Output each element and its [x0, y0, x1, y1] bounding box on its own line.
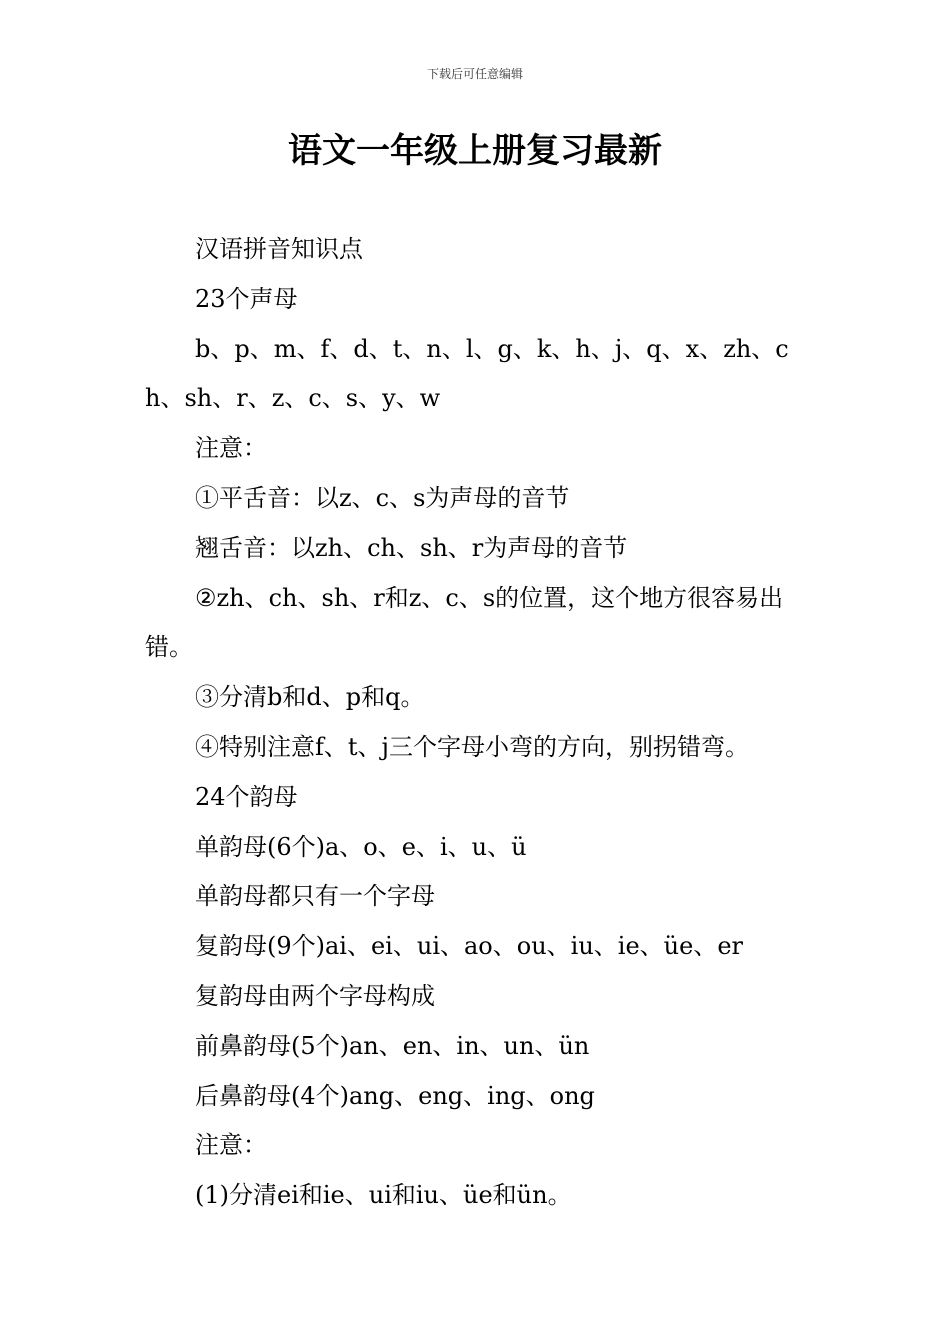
paragraph: 后鼻韵母(4个)ang、eng、ing、ong — [195, 1081, 595, 1110]
paragraph: 24个韵母 — [195, 782, 298, 811]
paragraph: 复韵母由两个字母构成 — [195, 981, 435, 1010]
paragraph: ③分清b和d、p和q。 — [195, 683, 425, 712]
document-title: 语文一年级上册复习最新 — [288, 131, 662, 171]
paragraph: 复韵母(9个)ai、ei、ui、ao、ou、iu、ie、üe、er — [195, 932, 744, 961]
header-note: 下载后可任意编辑 — [426, 67, 523, 81]
paragraph: 单韵母(6个)a、o、e、i、u、ü — [195, 832, 527, 861]
paragraph: ①平舌音：以z、c、s为声母的音节 — [195, 483, 570, 512]
paragraph: 单韵母都只有一个字母 — [195, 882, 435, 911]
paragraph: 23个声母 — [195, 284, 298, 313]
paragraph: b、p、m、f、d、t、n、l、g、k、h、j、q、x、zh、ch、sh、r、z、c、s、y、w — [145, 334, 789, 413]
paragraph: 汉语拼音知识点 — [195, 235, 363, 263]
paragraph: 注意： — [195, 434, 267, 463]
paragraph: ②zh、ch、sh、r和z、c、s的位置，这个地方很容易出错。 — [145, 583, 784, 662]
paragraph: (1)分清ei和ie、ui和iu、üe和ün。 — [195, 1181, 572, 1210]
document-body — [145, 225, 810, 1221]
paragraph: 翘舌音：以zh、ch、sh、r为声母的音节 — [195, 533, 628, 562]
paragraph: ④特别注意f、t、j三个字母小弯的方向，别拐错弯。 — [195, 732, 749, 761]
paragraph: 注意： — [195, 1131, 267, 1160]
paragraph: 前鼻韵母(5个)an、en、in、un、ün — [195, 1031, 590, 1060]
